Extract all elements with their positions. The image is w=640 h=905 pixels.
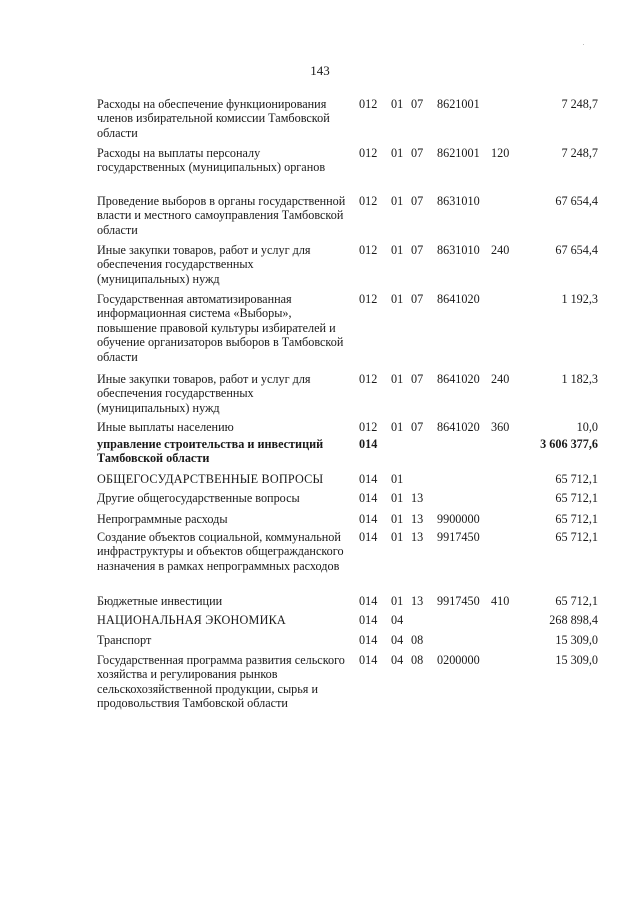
row-ved: 012	[359, 420, 378, 434]
row-pr: 07	[411, 292, 424, 306]
row-name: Государственная автоматизированная информационная система «Выборы», повышение правовой культуры избирателей и обучение организаторов выборов в Тамбовской области	[97, 292, 344, 364]
row-name: Транспорт	[97, 633, 152, 647]
row-rz: 01	[391, 194, 404, 208]
row-csr: 8641020	[437, 372, 480, 386]
row-pr: 13	[411, 594, 424, 608]
row-ved: 012	[359, 97, 378, 111]
row-pr: 07	[411, 243, 424, 257]
row-csr: 0200000	[437, 653, 480, 667]
row-csr: 8631010	[437, 243, 480, 257]
row-sum: 268 898,4	[549, 613, 598, 627]
row-vr: 120	[491, 146, 510, 160]
row-pr: 07	[411, 372, 424, 386]
row-sum: 15 309,0	[555, 633, 598, 647]
row-ved: 012	[359, 372, 378, 386]
row-vr: 410	[491, 594, 510, 608]
row-ved: 014	[359, 437, 378, 451]
row-rz: 01	[391, 491, 404, 505]
row-pr: 07	[411, 97, 424, 111]
row-name: НАЦИОНАЛЬНАЯ ЭКОНОМИКА	[97, 613, 286, 627]
row-rz: 01	[391, 420, 404, 434]
row-ved: 014	[359, 653, 378, 667]
row-pr: 07	[411, 194, 424, 208]
row-csr: 8621001	[437, 146, 480, 160]
row-ved: 014	[359, 530, 378, 544]
page-number: 143	[310, 63, 330, 78]
row-sum: 65 712,1	[555, 512, 598, 526]
row-ved: 014	[359, 594, 378, 608]
row-sum: 67 654,4	[555, 194, 598, 208]
row-rz: 01	[391, 146, 404, 160]
row-csr: 9917450	[437, 594, 480, 608]
row-rz: 01	[391, 372, 404, 386]
row-pr: 07	[411, 420, 424, 434]
row-vr: 240	[491, 243, 510, 257]
row-pr: 08	[411, 633, 424, 647]
row-pr: 13	[411, 512, 424, 526]
row-sum: 65 712,1	[555, 491, 598, 505]
row-csr: 8631010	[437, 194, 480, 208]
row-rz: 01	[391, 472, 404, 486]
row-name: Бюджетные инвестиции	[97, 594, 223, 608]
row-ved: 014	[359, 613, 378, 627]
row-pr: 13	[411, 491, 424, 505]
row-name: Иные выплаты населению	[97, 420, 234, 434]
row-csr: 8641020	[437, 292, 480, 306]
row-rz: 01	[391, 243, 404, 257]
row-name: Иные закупки товаров, работ и услуг для обеспечения государственных (муниципальных) нужд	[97, 372, 311, 415]
row-vr: 360	[491, 420, 510, 434]
row-vr: 240	[491, 372, 510, 386]
row-csr: 9900000	[437, 512, 480, 526]
row-ved: 012	[359, 243, 378, 257]
row-name: Расходы на выплаты персоналу государственных (муниципальных) органов	[97, 146, 326, 175]
row-sum: 65 712,1	[555, 530, 598, 544]
row-sum: 3 606 377,6	[540, 437, 598, 451]
row-ved: 014	[359, 512, 378, 526]
row-pr: 07	[411, 146, 424, 160]
row-sum: 7 248,7	[561, 97, 598, 111]
row-name: ОБЩЕГОСУДАРСТВЕННЫЕ ВОПРОСЫ	[97, 472, 324, 486]
row-ved: 014	[359, 633, 378, 647]
row-rz: 04	[391, 633, 404, 647]
row-ved: 014	[359, 491, 378, 505]
row-sum: 10,0	[576, 420, 598, 434]
row-ved: 012	[359, 146, 378, 160]
row-ved: 012	[359, 194, 378, 208]
row-rz: 04	[391, 653, 404, 667]
row-name: Создание объектов социальной, коммунальной инфраструктуры и объектов общегражданского назначения в рамках непрограммных расходов	[97, 530, 344, 573]
row-name: Иные закупки товаров, работ и услуг для обеспечения государственных (муниципальных) нужд	[97, 243, 311, 286]
row-sum: 1 192,3	[561, 292, 598, 306]
row-sum: 65 712,1	[555, 472, 598, 486]
row-sum: 1 182,3	[561, 372, 598, 386]
row-sum: 7 248,7	[561, 146, 598, 160]
row-name: Проведение выборов в органы государственной власти и местного самоуправления Тамбовской области	[97, 194, 346, 237]
row-sum: 65 712,1	[555, 594, 598, 608]
row-csr: 8641020	[437, 420, 480, 434]
row-ved: 012	[359, 292, 378, 306]
row-csr: 9917450	[437, 530, 480, 544]
row-rz: 01	[391, 97, 404, 111]
row-sum: 67 654,4	[555, 243, 598, 257]
row-rz: 01	[391, 292, 404, 306]
row-name: Расходы на обеспечение функционирования членов избирательной комиссии Тамбовской области	[97, 97, 330, 140]
row-name: Другие общегосударственные вопросы	[97, 491, 300, 505]
scan-mark	[583, 44, 584, 45]
row-name: Непрограммные расходы	[97, 512, 228, 526]
row-ved: 014	[359, 472, 378, 486]
row-rz: 01	[391, 530, 404, 544]
row-sum: 15 309,0	[555, 653, 598, 667]
row-rz: 04	[391, 613, 404, 627]
row-rz: 01	[391, 594, 404, 608]
row-name: Государственная программа развития сельского хозяйства и регулирования рынков сельскохозяйственной продукции, сырья и продовольствия Тамбовской области	[97, 653, 345, 711]
row-pr: 13	[411, 530, 424, 544]
row-rz: 01	[391, 512, 404, 526]
row-name: управление строительства и инвестиций Тамбовской области	[97, 437, 324, 466]
row-pr: 08	[411, 653, 424, 667]
row-csr: 8621001	[437, 97, 480, 111]
